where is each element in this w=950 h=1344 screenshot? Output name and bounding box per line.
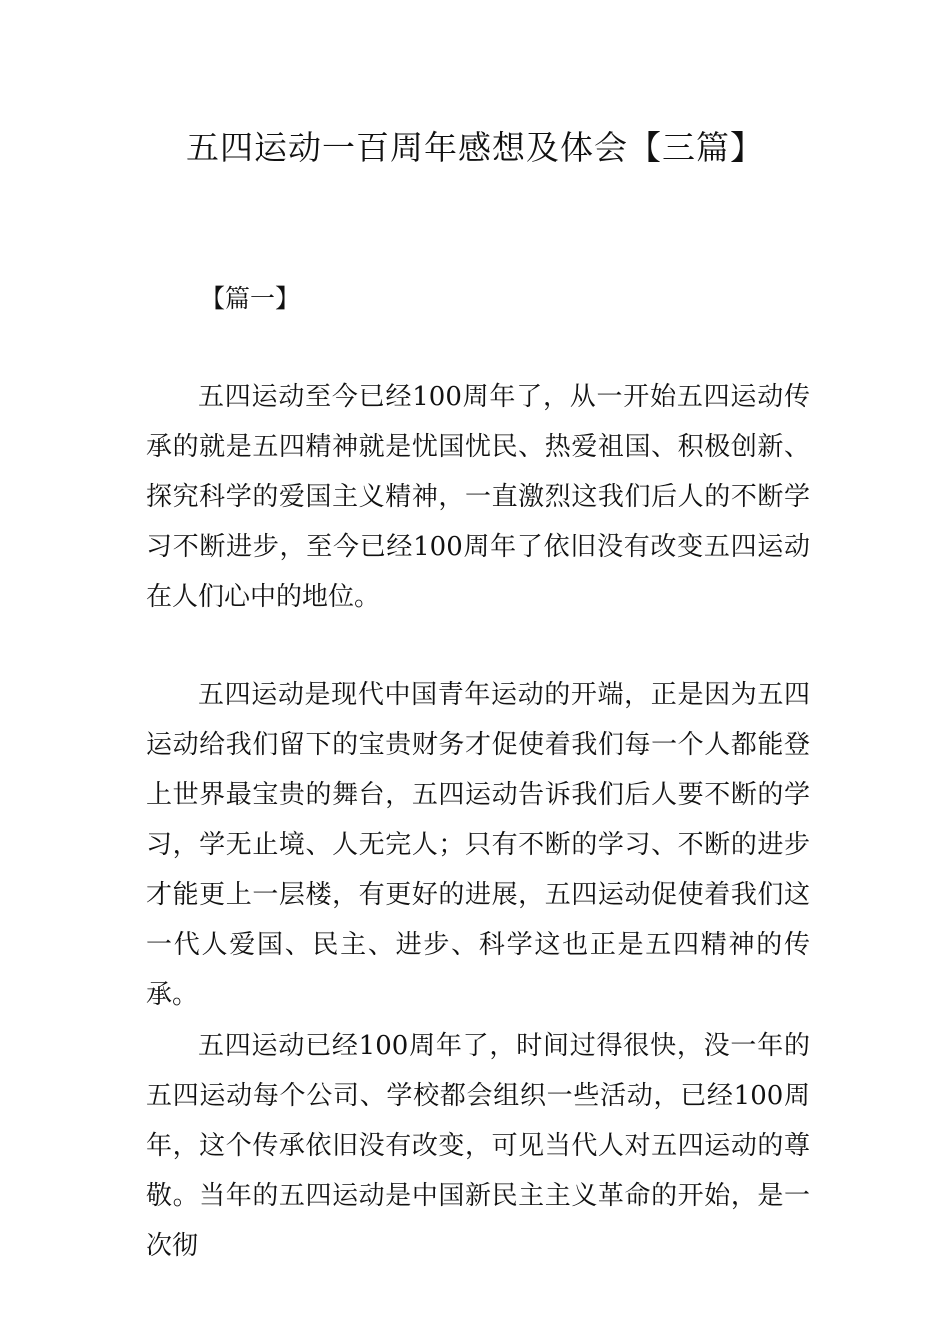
section-label: 【篇一】 bbox=[200, 284, 301, 313]
document-title: 五四运动一百周年感想及体会【三篇】 bbox=[186, 128, 764, 167]
paragraph-1: 五四运动至今已经100周年了，从一开始五四运动传承的就是五四精神就是忧国忧民、热爱祖国、积极创新、探究科学的爱国主义精神，一直激烈这我们后人的不断学习不断进步，至今已经100周年了依旧没有改变五四运动在人们心中的地位。 bbox=[146, 382, 810, 612]
paragraph-2: 五四运动是现代中国青年运动的开端，正是因为五四运动给我们留下的宝贵财务才促使着我们每一个人都能登上世界最宝贵的舞台，五四运动告诉我们后人要不断的学习，学无止境、人无完人；只有不断的学习、不断的进步才能更上一层楼，有更好的进展，五四运动促使着我们这一代人爱国、民主、进步、科学这也正是五四精神的传承。 bbox=[146, 680, 810, 1010]
paragraph-3: 五四运动已经100周年了，时间过得很快，没一年的五四运动每个公司、学校都会组织一些活动，已经100周年，这个传承依旧没有改变，可见当代人对五四运动的尊敬。当年的五四运动是中国新民主主义革命的开始，是一次彻 bbox=[146, 1031, 810, 1261]
